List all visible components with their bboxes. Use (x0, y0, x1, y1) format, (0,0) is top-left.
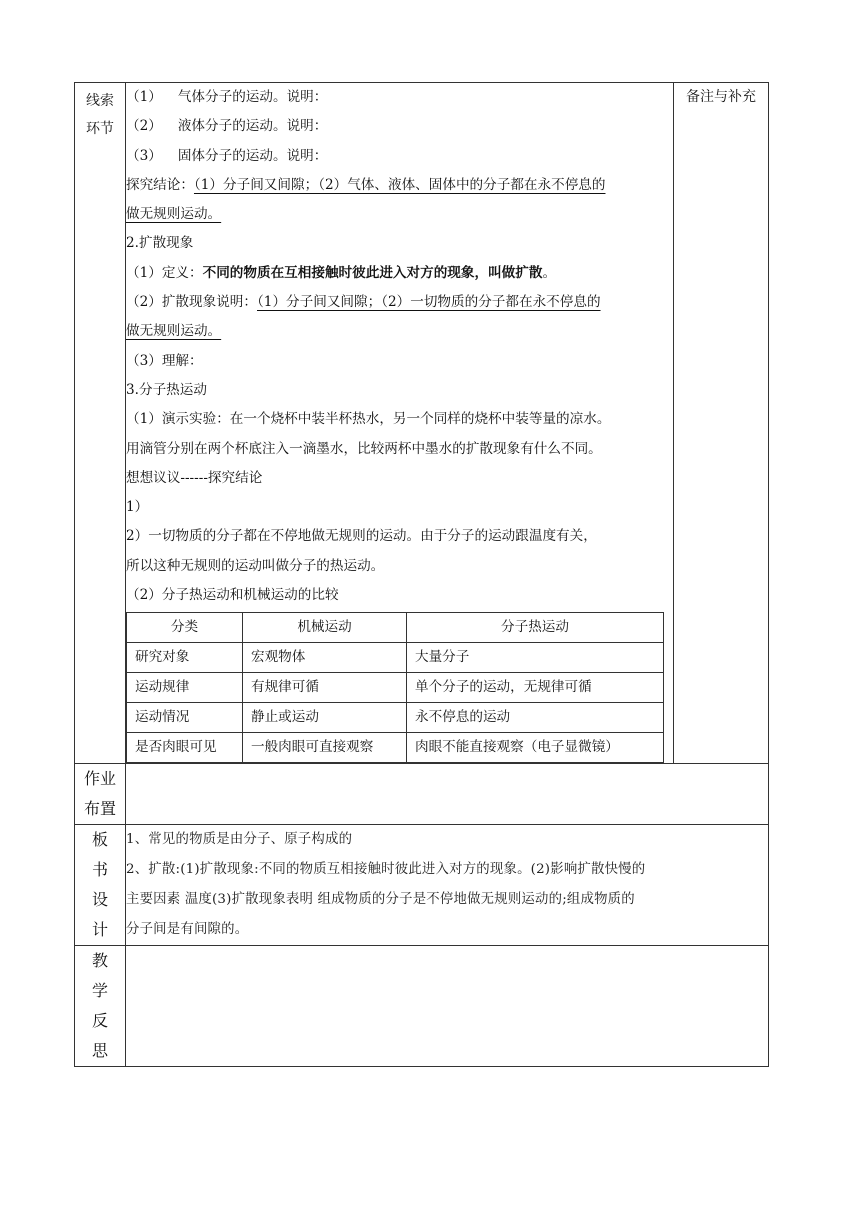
clue-content (126, 83, 674, 764)
table-cell: 有规律可循 (243, 673, 407, 703)
board-line-1: 1、常见的物质是由分子、原子构成的 (126, 832, 353, 848)
board-label-char: 计 (91, 920, 108, 940)
clue-label-line2: 环节 (86, 121, 114, 137)
clue-label (75, 83, 126, 764)
item-number: （3） (126, 147, 162, 164)
homework-label-line2: 布置 (83, 799, 116, 819)
homework-label (75, 764, 126, 825)
item-text: 气体分子的运动。说明： (177, 89, 328, 105)
explain-prefix: （2）扩散现象说明： (126, 294, 257, 311)
definition-line (126, 259, 673, 288)
reflection-label (75, 946, 126, 1067)
definition-prefix: （1）定义： (126, 264, 203, 281)
diffusion-heading: 2.扩散现象 (126, 235, 194, 252)
notes-column: 备注与补充 (674, 83, 769, 764)
table-cell: 单个分子的运动，无规律可循 (407, 673, 664, 703)
board-content (126, 825, 769, 946)
table-cell: 是否肉眼可见 (127, 733, 243, 763)
board-label-char: 设 (91, 890, 108, 910)
explain-line-2 (126, 317, 673, 346)
table-cell: 宏观物体 (243, 643, 407, 673)
understand-line: （3）理解： (126, 352, 203, 369)
discuss-line: 想想议议------探究结论 (126, 469, 263, 486)
board-line-2: 2、扩散:(1)扩散现象:不同的物质互相接触时彼此进入对方的现象。(2)影响扩散快慢的 (126, 862, 646, 878)
table-cell: 静止或运动 (243, 703, 407, 733)
conclusion-prefix: 探究结论： (126, 176, 194, 193)
table-cell: 运动情况 (127, 703, 243, 733)
explain-text-cont: 做无规则运动。 (126, 323, 222, 340)
board-label-char: 板 (91, 830, 108, 850)
conclusion-text-cont: 做无规则运动。 (126, 206, 222, 223)
comparison-table (126, 612, 664, 763)
conclusion-line-2 (126, 200, 673, 229)
table-cell: 研究对象 (127, 643, 243, 673)
gas-motion-line (126, 83, 673, 112)
point-1: 1） (126, 499, 149, 516)
table-row (127, 643, 664, 673)
demo-line-2: 用滴管分别在两个杯底注入一滴墨水，比较两杯中墨水的扩散现象有什么不同。 (126, 440, 602, 457)
board-line-4: 分子间是有间隙的。 (126, 922, 249, 938)
homework-content (126, 764, 769, 825)
table-cell: 一般肉眼可直接观察 (243, 733, 407, 763)
item-number: （2） (126, 118, 162, 135)
board-row (75, 825, 769, 946)
definition-text: 不同的物质在互相接触时彼此进入对方的现象，叫做扩散 (202, 264, 543, 281)
reflection-row (75, 946, 769, 1067)
item-number: （1） (126, 89, 162, 105)
clue-row (75, 83, 769, 764)
header-mechanical: 机械运动 (243, 613, 407, 643)
explain-line (126, 288, 673, 317)
table-cell: 运动规律 (127, 673, 243, 703)
table-cell: 大量分子 (407, 643, 664, 673)
comparison-header-row (127, 613, 664, 643)
table-row (127, 733, 664, 763)
table-cell: 肉眼不能直接观察（电子显微镜） (407, 733, 664, 763)
table-cell: 永不停息的运动 (407, 703, 664, 733)
homework-label-line1: 作业 (83, 769, 116, 789)
conclusion-line (126, 171, 673, 200)
reflection-label-char: 教 (91, 951, 108, 971)
conclusion-text: （1）分子间又间隙；（2）气体、液体、固体中的分子都在永不停息的 (193, 176, 606, 193)
point-2: 2）一切物质的分子都在不停地做无规则的运动。由于分子的运动跟温度有关， (126, 528, 597, 545)
board-line-3: 主要因素 温度(3)扩散现象表明 组成物质的分子是不停地做无规则运动的;组成物质的 (126, 892, 635, 908)
compare-heading: （2）分子热运动和机械运动的比较 (126, 587, 339, 604)
table-row (127, 703, 664, 733)
thermal-heading: 3.分子热运动 (126, 381, 207, 398)
definition-end: 。 (542, 264, 557, 281)
item-text: 液体分子的运动。说明： (177, 118, 328, 135)
board-label-char: 书 (91, 860, 108, 880)
demo-line: （1）演示实验：在一个烧杯中装半杯热水，另一个同样的烧杯中装等量的凉水。 (126, 411, 611, 428)
clue-label-line1: 线索 (86, 93, 114, 109)
item-text: 固体分子的运动。说明： (177, 147, 328, 164)
liquid-motion-line (126, 112, 673, 141)
table-row (127, 673, 664, 703)
reflection-label-char: 学 (91, 981, 108, 1001)
solid-motion-line (126, 142, 673, 171)
lesson-plan-table (74, 82, 769, 1067)
homework-row (75, 764, 769, 825)
reflection-content (126, 946, 769, 1067)
header-category: 分类 (127, 613, 243, 643)
point-2-cont: 所以这种无规则的运动叫做分子的热运动。 (126, 557, 385, 574)
reflection-label-char: 反 (91, 1011, 108, 1031)
explain-text: （1）分子间又间隙；（2）一切物质的分子都在永不停息的 (257, 294, 601, 311)
reflection-label-char: 思 (91, 1041, 108, 1061)
board-label (75, 825, 126, 946)
header-thermal: 分子热运动 (407, 613, 664, 643)
